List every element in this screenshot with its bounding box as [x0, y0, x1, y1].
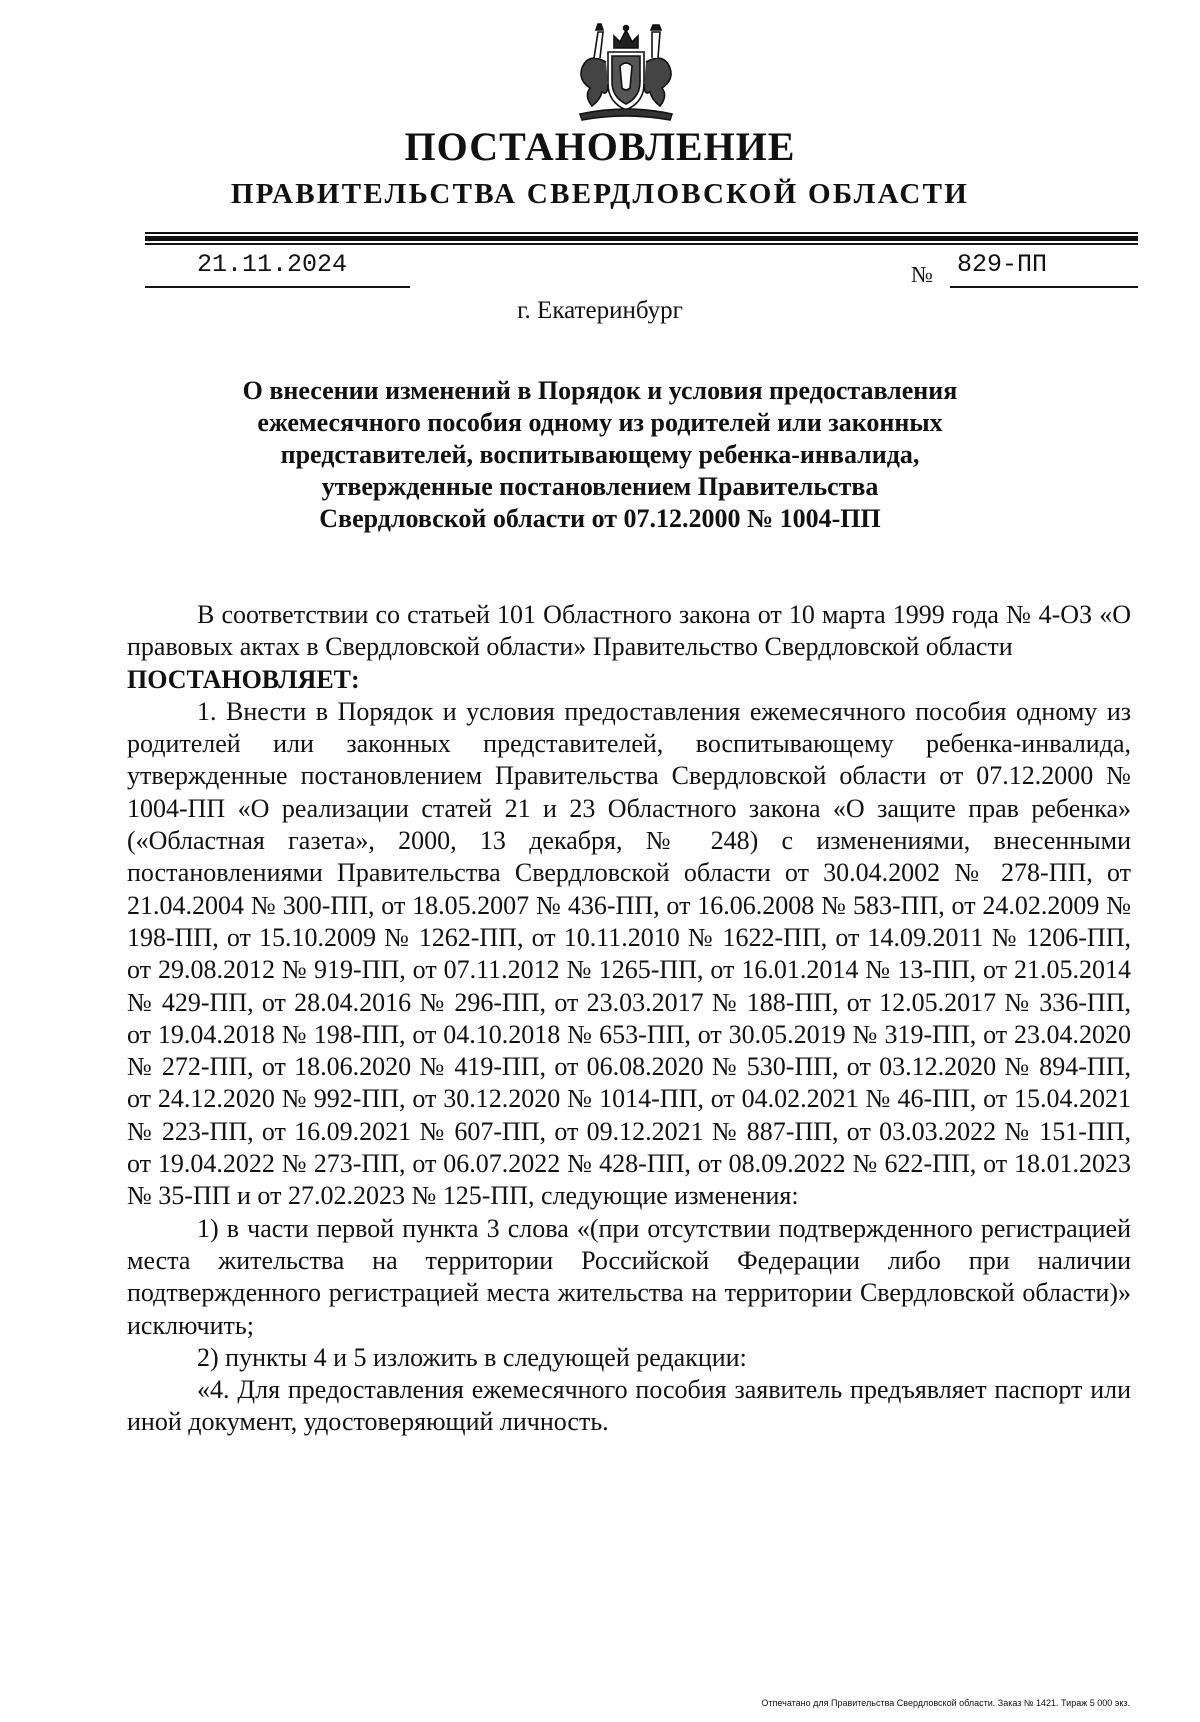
subitem-2-paragraph: 2) пункты 4 и 5 изложить в следующей редакции: — [197, 1342, 747, 1372]
intro-paragraph: В соответствии со статьей 101 Областного закона от 10 марта 1999 года № 4-ОЗ «О правовых актах в Свердловской области» Правительство Свердловской области — [127, 600, 1131, 662]
header-rule-middle — [145, 236, 1138, 241]
document-date: 21.11.2024 — [197, 250, 348, 279]
heading-line: О внесении изменений в Порядок и условия предоставления — [242, 376, 958, 405]
document-title: ПОСТАНОВЛЕНИЕ — [404, 124, 796, 169]
heading-line: ежемесячного пособия одному из родителей или законных — [257, 408, 943, 437]
coat-of-arms-icon — [570, 22, 682, 124]
document-body — [127, 599, 1131, 1439]
number-underline — [950, 286, 1138, 288]
number-sign: № — [911, 262, 933, 287]
document-subtitle: ПРАВИТЕЛЬСТВА СВЕРДЛОВСКОЙ ОБЛАСТИ — [230, 178, 970, 210]
document-heading — [150, 375, 1050, 535]
date-underline — [145, 286, 410, 288]
quote-4-paragraph: «4. Для предоставления ежемесячного пособия заявитель предъявляет паспорт или иной документ, удостоверяющий личность. — [127, 1375, 1131, 1437]
heading-line: Свердловской области от 07.12.2000 № 1004-ПП — [319, 504, 881, 533]
heading-line: представителей, воспитывающему ребенка-инвалида, — [280, 440, 920, 469]
subitem-1-paragraph: 1) в части первой пункта 3 слова «(при отсутствии подтвержденного регистрацией места жительства на территории Российской Федерации либо при наличии подтвержденного регистрацией места жительства на территории Свердловской области)» исключить; — [127, 1213, 1131, 1340]
heading-line: утвержденные постановлением Правительства — [321, 472, 879, 501]
header-rule-top — [145, 232, 1138, 234]
resolves-heading: ПОСТАНОВЛЯЕТ: — [127, 664, 360, 694]
document-number: 829-ПП — [957, 250, 1048, 279]
item-1-paragraph: 1. Внести в Порядок и условия предоставления ежемесячного пособия одному из родителей или законных представителей, воспитывающему ребенка-инвалида, утвержденные постановлением Правительства Свердловской области от 07.12.2000 № 1004-ПП «О реализации статей 21 и 23 Областного закона «О защите прав ребенка» («Областная газета», 2000, 13 декабря, № 248) с изменениями, внесенными постановлениями Правительства Свердловской области от 30.04.2002 № 278-ПП, от 21.04.2004 № 300-ПП, от 18.05.2007 № 436-ПП, от 16.06.2008 № 583-ПП, от 24.02.2009 № 198-ПП, от 15.10.2009 № 1262-ПП, от 10.11.2010 № 1622-ПП, от 14.09.2011 № 1206-ПП, от 29.08.2012 № 919-ПП, от 07.11.2012 № 1265-ПП, от 16.01.2014 № 13-ПП, от 21.05.2014 № 429-ПП, от 28.04.2016 № 296-ПП, от 23.03.2017 № 188-ПП, от 12.05.2017 № 336-ПП, от 19.04.2018 № 198-ПП, от 04.10.2018 № 653-ПП, от 30.05.2019 № 319-ПП, от 23.04.2020 № 272-ПП, от 18.06.2020 № 419-ПП, от 06.08.2020 № 530-ПП, от 03.12.2020 № 894-ПП, от 24.12.2020 № 992-ПП, от 30.12.2020 № 1014-ПП, от 04.02.2021 № 46-ПП, от 15.04.2021 № 223-ПП, от 16.09.2021 № 607-ПП, от 09.12.2021 № 887-ПП, от 03.03.2022 № 151-ПП, от 19.04.2022 № 273-ПП, от 06.07.2022 № 428-ПП, от 08.09.2022 № 622-ПП, от 18.01.2023 № 35-ПП и от 27.02.2023 № 125-ПП, следующие изменения: — [127, 696, 1131, 1211]
document-city: г. Екатеринбург — [517, 297, 683, 324]
header-rule-bottom — [145, 243, 1138, 245]
print-footer: Отпечатано для Правительства Свердловской области. Заказ № 1421. Тираж 5 000 экз. — [761, 1698, 1130, 1708]
